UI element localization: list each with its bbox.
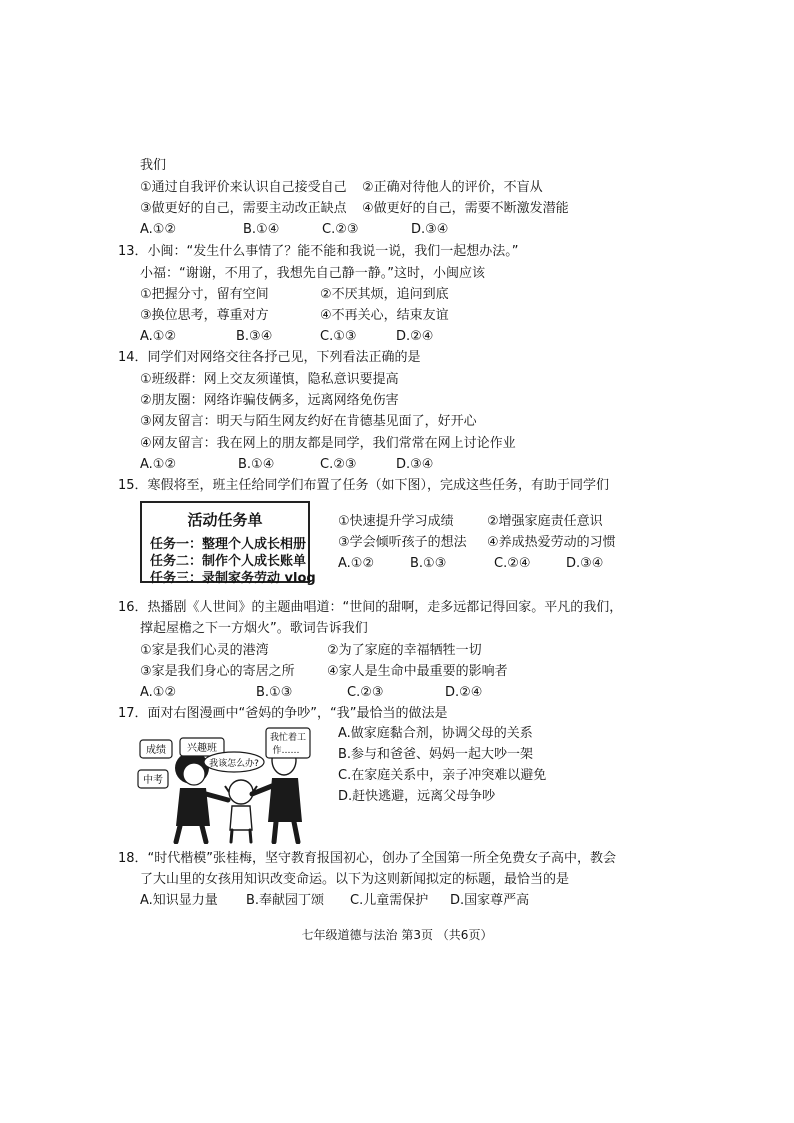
q15-choice-a: A.①② <box>338 556 375 571</box>
q15-option-4: ④养成热爱劳动的习惯 <box>487 535 616 550</box>
q13-choice-b: B.③④ <box>236 329 273 344</box>
q14-choice-c: C.②③ <box>320 457 357 472</box>
q13-choice-a: A.①② <box>140 329 177 344</box>
q13-option-3: ③换位思考，尊重对方 <box>140 308 269 323</box>
q16-option-4: ④家人是生命中最重要的影响者 <box>327 664 508 679</box>
task-1: 任务一：整理个人成长相册 <box>150 537 307 552</box>
q12-option-4: ④做更好的自己，需要不断激发潜能 <box>362 201 569 216</box>
q12-stem-tail: 我们 <box>140 158 167 173</box>
q13-stem-1: 13．小闽：“发生什么事情了？能不能和我说一说，我们一起想办法。” <box>118 244 519 259</box>
q16-choice-a: A.①② <box>140 685 177 700</box>
bubble-zhongkao: 中考 <box>143 775 163 786</box>
q17-option-b: B.参与和爸爸、妈妈一起大吵一架 <box>338 747 534 762</box>
q14-stem: 14．同学们对网络交往各抒己见，下列看法正确的是 <box>118 350 421 365</box>
task-2: 任务二：制作个人成长账单 <box>150 554 307 569</box>
q12-choice-a: A.①② <box>140 222 177 237</box>
bubble-work-1: 我忙着工 <box>269 733 307 743</box>
q13-option-4: ④不再关心，结束友谊 <box>320 308 449 323</box>
q13-option-1: ①把握分寸，留有空间 <box>140 287 269 302</box>
q15-choice-b: B.①③ <box>410 556 447 571</box>
q14-choice-a: A.①② <box>140 457 177 472</box>
task-list-title: 活动任务单 <box>187 511 263 529</box>
q12-option-3: ③做更好的自己，需要主动改正缺点 <box>140 201 347 216</box>
task-list-box <box>140 501 316 586</box>
q14-option-1: ①班级群：网上交友须谨慎，隐私意识要提高 <box>140 372 399 387</box>
q18-stem-1: 18．“时代楷模”张桂梅，坚守教育报国初心，创办了全国第一所全免费女子高中，教会 <box>118 851 617 866</box>
bubble-work-2: 作…… <box>272 746 300 756</box>
q16-option-2: ②为了家庭的幸福牺牲一切 <box>327 643 482 658</box>
q18-choice-b: B.奉献园丁颂 <box>246 893 325 908</box>
q13-stem-2: 小福：“谢谢，不用了，我想先自己静一静。”这时，小闽应该 <box>140 266 485 281</box>
q18-choice-c: C.儿童需保护 <box>350 893 429 908</box>
q17-option-a: A.做家庭黏合剂，协调父母的关系 <box>338 726 533 741</box>
q16-choice-c: C.②③ <box>347 685 384 700</box>
q16-option-1: ①家是我们心灵的港湾 <box>140 643 269 658</box>
bubble-xingqu: 兴趣班 <box>187 743 217 754</box>
q15-choice-d: D.③④ <box>566 556 604 571</box>
bubble-chengji: 成绩 <box>146 745 166 756</box>
q16-stem-1: 16．热播剧《人世间》的主题曲唱道：“世间的甜啊，走多远都记得回家。平凡的我们， <box>118 600 623 615</box>
q14-option-4: ④网友留言：我在网上的朋友都是同学，我们常常在网上讨论作业 <box>140 436 516 451</box>
task-3: 任务三：录制家务劳动 vlog <box>150 571 316 586</box>
q13-choice-c: C.①③ <box>320 329 357 344</box>
q15-option-3: ③学会倾听孩子的想法 <box>338 535 467 550</box>
q16-option-3: ③家是我们身心的寄居之所 <box>140 664 295 679</box>
q12-option-1: ①通过自我评价来认识自己接受自己 <box>140 180 347 195</box>
q14-option-2: ②朋友圈：网络诈骗伎俩多，远离网络免伤害 <box>140 393 399 408</box>
q14-option-3: ③网友留言：明天与陌生网友约好在肯德基见面了，好开心 <box>140 414 477 429</box>
q16-choice-d: D.②④ <box>445 685 483 700</box>
q18-stem-2: 了大山里的女孩用知识改变命运。以下为这则新闻拟定的标题，最恰当的是 <box>140 872 570 887</box>
q15-option-2: ②增强家庭责任意识 <box>487 514 603 529</box>
q12-option-2: ②正确对待他人的评价，不盲从 <box>362 180 543 195</box>
q12-choice-b: B.①④ <box>243 222 280 237</box>
q18-choice-d: D.国家尊严高 <box>450 893 530 908</box>
q17-option-d: D.赶快逃避，远离父母争吵 <box>338 789 496 804</box>
q12-choice-c: C.②③ <box>322 222 359 237</box>
q13-option-2: ②不厌其烦，追问到底 <box>320 287 449 302</box>
q17-option-c: C.在家庭关系中，亲子冲突难以避免 <box>338 768 547 783</box>
q18-choice-a: A.知识显力量 <box>140 893 218 908</box>
q16-choice-b: B.①③ <box>256 685 293 700</box>
q17-stem: 17．面对右图漫画中“爸妈的争吵”，“我”最恰当的做法是 <box>118 706 448 721</box>
q15-option-1: ①快速提升学习成绩 <box>338 514 454 529</box>
q14-choice-d: D.③④ <box>396 457 434 472</box>
q15-stem: 15．寒假将至，班主任给同学们布置了任务（如下图），完成这些任务，有助于同学们 <box>118 478 610 493</box>
q12-choice-d: D.③④ <box>411 222 449 237</box>
parents-argument-cartoon <box>136 726 332 844</box>
q15-choice-c: C.②④ <box>494 556 531 571</box>
q13-choice-d: D.②④ <box>396 329 434 344</box>
bubble-child: 我该怎么办? <box>209 759 259 769</box>
q14-choice-b: B.①④ <box>238 457 275 472</box>
page-footer: 七年级道德与法治 第3页 （共6页） <box>301 928 493 942</box>
q16-stem-2: 撑起屋檐之下一方烟火”。歌词告诉我们 <box>140 621 368 636</box>
